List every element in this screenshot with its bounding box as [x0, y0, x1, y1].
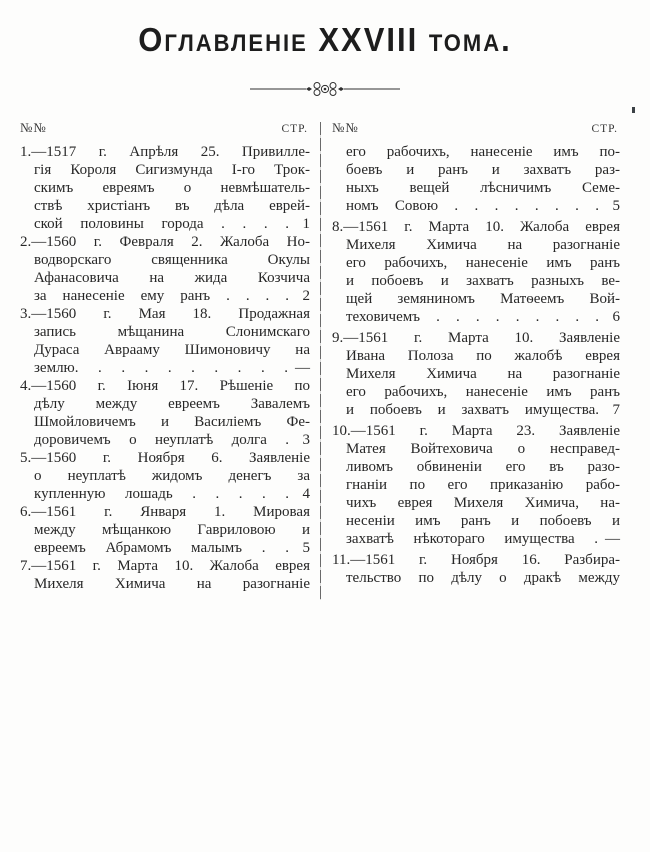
toc-line-text: 1.—1517 г. Апрѣля 25. Привилле-	[20, 144, 310, 160]
fleuron-divider-icon	[250, 81, 400, 97]
toc-line	[332, 383, 620, 401]
toc-line-text: ливомъ обвиненіи его въ разо-	[346, 459, 620, 475]
ink-speck	[632, 107, 635, 113]
column-divider-rule	[320, 122, 321, 600]
page-number: —	[295, 360, 310, 376]
toc-line	[332, 440, 620, 458]
page-number: 4	[302, 486, 310, 502]
toc-entry	[332, 143, 620, 215]
toc-line	[20, 323, 310, 341]
toc-line-text: Михеля Химича на разогнаніе	[34, 576, 310, 592]
number-column-label: №№	[332, 120, 359, 135]
toc-entries-right	[332, 143, 620, 587]
page-number: 5	[612, 198, 620, 214]
toc-line-text: его рабочихъ, нанесеніе имъ по-	[346, 144, 620, 160]
toc-line	[20, 215, 310, 233]
toc-line	[20, 557, 310, 575]
toc-line-text: Михеля Химича на разогнаніе	[346, 366, 620, 382]
toc-line	[20, 395, 310, 413]
toc-line	[332, 494, 620, 512]
toc-line-text: номъ Совою . . . . . . . .	[346, 198, 599, 214]
toc-line-text: 7.—1561 г. Марта 10. Жалоба еврея	[20, 558, 310, 574]
toc-line-text: 2.—1560 г. Февраля 2. Жалоба Но-	[20, 234, 310, 250]
toc-line-text: Ивана Полоза по жалобѣ еврея	[346, 348, 620, 364]
toc-line	[332, 329, 620, 347]
page-number: 6	[612, 309, 620, 325]
toc-line	[332, 551, 620, 569]
toc-line	[332, 347, 620, 365]
toc-line	[332, 476, 620, 494]
toc-line	[20, 161, 310, 179]
toc-line	[20, 449, 310, 467]
toc-line	[20, 287, 310, 305]
toc-entry	[20, 377, 310, 449]
toc-line-text: 8.—1561 г. Марта 10. Жалоба еврея	[332, 219, 620, 235]
toc-line	[20, 305, 310, 323]
toc-line	[20, 377, 310, 395]
toc-line-text: его рабочихъ, нанесеніе имъ ранъ	[346, 255, 620, 271]
toc-line-text: щей земяниномъ Матѳеемъ Вой-	[346, 291, 620, 307]
toc-line-text: Шмойловичемъ и Василіемъ Фе-	[34, 414, 310, 430]
toc-line	[332, 365, 620, 383]
toc-line	[332, 308, 620, 326]
toc-line-text: 4.—1560 г. Іюня 17. Рѣшеніе по	[20, 378, 310, 394]
toc-line-text: теховичемъ . . . . . . . . .	[346, 309, 599, 325]
toc-line	[332, 272, 620, 290]
toc-line	[332, 569, 620, 587]
toc-line	[332, 512, 620, 530]
toc-content	[20, 120, 632, 600]
toc-line-text: гія Короля Сигизмунда I-го Трок-	[34, 162, 310, 178]
number-column-label: №№	[20, 120, 47, 135]
toc-line-text: гнаніи по его приказанію рабо-	[346, 477, 620, 493]
toc-line-text: его рабочихъ, нанесеніе имъ ранъ	[346, 384, 620, 400]
toc-line	[20, 413, 310, 431]
toc-line-text: 5.—1560 г. Ноября 6. Заявленіе	[20, 450, 310, 466]
toc-entry	[20, 503, 310, 557]
toc-line	[20, 233, 310, 251]
toc-line	[20, 341, 310, 359]
toc-line-text: и побоевъ и захватъ имущества.	[346, 402, 599, 418]
toc-line-text: скимъ евреямъ о невмѣшатель-	[34, 180, 310, 196]
toc-column-left	[20, 120, 310, 593]
toc-line-text: 11.—1561 г. Ноября 16. Разбира-	[332, 552, 620, 568]
toc-line-text: за нанесеніе ему ранъ . . . .	[34, 288, 289, 304]
toc-line-text: запись мѣщанина Слонимскаго	[34, 324, 310, 340]
toc-line-text: чихъ еврея Михеля Химича, на-	[346, 495, 620, 511]
toc-line-text: 6.—1561 г. Января 1. Мировая	[20, 504, 310, 520]
toc-entry	[20, 143, 310, 233]
toc-line-text: водворскаго священника Окулы	[34, 252, 310, 268]
toc-line-text: боевъ и ранъ и захватъ раз-	[346, 162, 620, 178]
toc-entry	[332, 329, 620, 419]
toc-line-text: 3.—1560 г. Мая 18. Продажная	[20, 306, 310, 322]
toc-line	[332, 161, 620, 179]
toc-entries-left	[20, 143, 310, 593]
column-header-right	[332, 120, 620, 136]
toc-line	[332, 197, 620, 215]
toc-line	[20, 197, 310, 215]
toc-line-text: ныхъ вещей лѣсничимъ Семе-	[346, 180, 620, 196]
toc-line	[20, 467, 310, 485]
toc-line	[20, 251, 310, 269]
toc-line-text: захватѣ нѣкотораго имущества .	[346, 531, 598, 547]
toc-line	[20, 503, 310, 521]
toc-entry	[332, 551, 620, 587]
toc-line	[20, 485, 310, 503]
toc-line-text: Михеля Химича на разогнаніе	[346, 237, 620, 253]
toc-line	[20, 269, 310, 287]
page-column-label: СТР.	[281, 123, 308, 135]
page-column-label: СТР.	[591, 123, 618, 135]
toc-line-text: дѣлу между евреемъ Завалемъ	[34, 396, 310, 412]
toc-line	[332, 236, 620, 254]
toc-line	[20, 539, 310, 557]
page-number: 7	[612, 402, 620, 418]
toc-line	[20, 575, 310, 593]
toc-line-text: Дураса Аврааму Шимоновичу на	[34, 342, 310, 358]
page-number: 1	[302, 216, 310, 232]
page-title: Оглавленіе XXVIII тома.	[138, 20, 512, 59]
toc-column-right	[332, 120, 620, 587]
toc-line	[332, 179, 620, 197]
toc-line-text: 9.—1561 г. Марта 10. Заявленіе	[332, 330, 620, 346]
toc-entry	[20, 557, 310, 593]
toc-line-text: 10.—1561 г. Марта 23. Заявленіе	[332, 423, 620, 439]
toc-line	[332, 530, 620, 548]
toc-line-text: несеніи имъ ранъ и побоевъ и	[346, 513, 620, 529]
toc-entry	[20, 449, 310, 503]
toc-entry	[332, 422, 620, 548]
toc-line-text: Афанасовича на жида Козчича	[34, 270, 310, 286]
toc-line	[332, 290, 620, 308]
page-number: —	[605, 531, 620, 547]
toc-entry	[20, 305, 310, 377]
page-number: 2	[302, 288, 310, 304]
toc-line-text: и побоевъ и захватъ разныхъ ве-	[346, 273, 620, 289]
toc-line	[20, 179, 310, 197]
toc-line	[20, 431, 310, 449]
column-header-left	[20, 120, 310, 136]
toc-line-text: евреемъ Абрамомъ малымъ . .	[34, 540, 289, 556]
toc-line	[20, 143, 310, 161]
toc-line-text: землю. . . . . . . . . .	[34, 360, 288, 376]
toc-line	[332, 143, 620, 161]
toc-entry	[332, 218, 620, 326]
toc-line	[20, 359, 310, 377]
page-number: 5	[302, 540, 310, 556]
toc-line	[20, 521, 310, 539]
toc-line-text: между мѣщанкою Гавриловою и	[34, 522, 310, 538]
toc-line-text: ствѣ христіанъ въ дѣла еврей-	[34, 198, 310, 214]
toc-line	[332, 458, 620, 476]
toc-entry	[20, 233, 310, 305]
toc-line-text: ской половины города . . . .	[34, 216, 289, 232]
toc-line-text: тельство по дѣлу о дракѣ между	[346, 570, 620, 586]
toc-line	[332, 422, 620, 440]
toc-line	[332, 401, 620, 419]
toc-line-text: доровичемъ о неуплатѣ долга .	[34, 432, 289, 448]
toc-line	[332, 218, 620, 236]
toc-line-text: Матея Войтеховича о несправед-	[346, 441, 620, 457]
page-number: 3	[302, 432, 310, 448]
toc-line	[332, 254, 620, 272]
toc-line-text: купленную лошадь . . . . .	[34, 486, 289, 502]
toc-line-text: о неуплатѣ жидомъ денегъ за	[34, 468, 310, 484]
